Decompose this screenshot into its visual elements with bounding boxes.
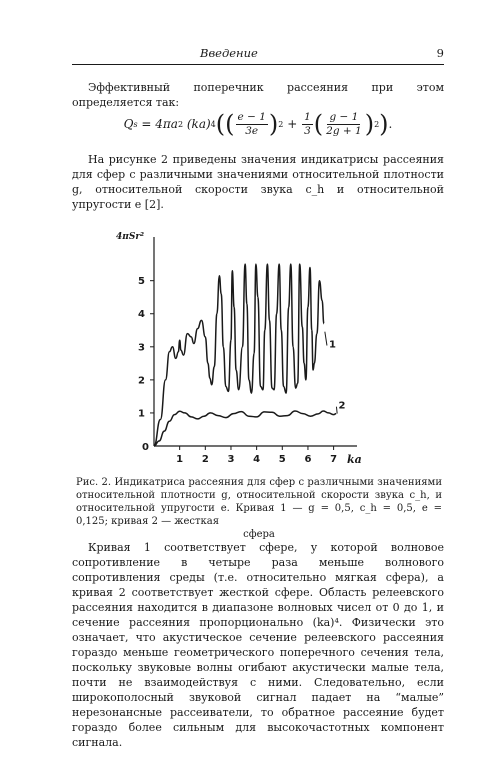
- frac1-power: 2: [278, 119, 284, 129]
- paragraph-figure-intro: На рисунке 2 приведены значения индикатрисы рассеяния для сфер с различными значениями относительной плотности g, относительной скорости звука c_h и относительной упругости e [2].: [72, 153, 444, 211]
- series-lines: [154, 264, 345, 446]
- inner-paren-close-1: ): [268, 110, 279, 138]
- y-tick-label: 1: [138, 408, 145, 420]
- curve-1-leader: [325, 332, 327, 346]
- y-tick-label: 5: [138, 276, 145, 288]
- frac3-power: 2: [374, 119, 380, 129]
- formula-pow4: 4: [210, 119, 216, 129]
- x-tick-label: 1: [176, 454, 184, 465]
- chart-svg: [106, 218, 366, 468]
- frac1-numerator: e − 1: [237, 110, 266, 123]
- x-tick-label: 6: [304, 454, 312, 465]
- y-tick-label: 3: [138, 342, 145, 354]
- curve-2-label: 2: [338, 400, 346, 412]
- x-tick-label: 4: [253, 454, 261, 465]
- fraction-density: [324, 111, 364, 138]
- outer-paren-close: ): [379, 110, 389, 138]
- inner-paren-close-2: ): [364, 110, 375, 138]
- x-axis-label: ka: [347, 453, 362, 466]
- frac1-denominator: 3e: [245, 124, 259, 137]
- frac3-denominator: 2g + 1: [326, 124, 362, 137]
- caption-last-line: сфера: [243, 529, 275, 540]
- axis-ticks: [138, 276, 337, 465]
- origin-label: 0: [142, 442, 149, 453]
- x-tick-label: 7: [330, 454, 338, 465]
- formula-q-s: [72, 103, 444, 145]
- frac3-numerator: g − 1: [329, 110, 359, 123]
- figure-caption: [76, 476, 442, 541]
- curve-2: [154, 411, 336, 446]
- header-title: Введение: [200, 46, 258, 60]
- y-tick-label: 2: [138, 375, 145, 387]
- figure-2-chart: [106, 218, 366, 468]
- running-header: [72, 46, 444, 65]
- formula-expr-start: = 4πa: [141, 117, 178, 131]
- frac2-numerator: 1: [304, 110, 311, 123]
- x-tick-label: 3: [227, 454, 235, 465]
- curve-2-leader: [336, 407, 337, 414]
- y-tick-label: 4: [138, 309, 145, 321]
- paragraph-discussion: Кривая 1 соответствует сфере, у которой волновое сопротивление в четыре раза меньше волнового сопротивления среды (т.е. относительно мягкая сфера), а кривая 2 соответствует жесткой сфере. Область релеевского рассеяния находится в диапазоне волновых чисел от 0 до 1, и сечение рассеяния пропорционально (ka)⁴. Физически это означает, что акустическое сечение релеевского рассеяния гораздо меньше геометрического поперечного сечения тела, поскольку звуковые волны огибают акустически малые тела, почти не взаимодействуя с ними. Следовательно, если широкополосный звуковой сигнал падает на “малые” нерезонансные рассеиватели, то обратное рассеяние будет гораздо более сильным для высокочастотных компонент сигнала.: [72, 541, 444, 749]
- page-number: 9: [436, 46, 444, 60]
- formula-end: .: [388, 117, 393, 131]
- fraction-one-third: [302, 111, 313, 138]
- intro-text: Эффективный поперечник рассеяния при этом определяется так:: [72, 81, 444, 109]
- frac2-denominator: 3: [304, 124, 311, 137]
- x-tick-label: 5: [278, 454, 286, 465]
- caption-text: Рис. 2. Индикатриса рассеяния для сфер с различными значениями относительной плотности g, относительной скорости звука c_h, и относительной упругости e. Кривая 1 — g = 0,5, c_h = 0,5, e = 0,125; кривая 2 — жесткая: [76, 477, 442, 527]
- y-axis-label: 4πSr²: [116, 232, 145, 242]
- curve-1: [154, 264, 324, 446]
- formula-lhs: Q: [123, 117, 134, 131]
- outer-paren-open: (: [215, 110, 226, 138]
- formula-sq: 2: [177, 119, 184, 129]
- formula-ka: (ka): [186, 117, 211, 131]
- fraction-elasticity: [236, 111, 268, 138]
- formula-lhs-sub: s: [133, 119, 138, 129]
- curve-1-label: 1: [328, 339, 336, 351]
- x-tick-label: 2: [201, 454, 209, 465]
- inner-paren-open-2: (: [313, 110, 324, 138]
- inner-paren-open-1: (: [225, 110, 235, 138]
- formula-plus: +: [287, 117, 298, 131]
